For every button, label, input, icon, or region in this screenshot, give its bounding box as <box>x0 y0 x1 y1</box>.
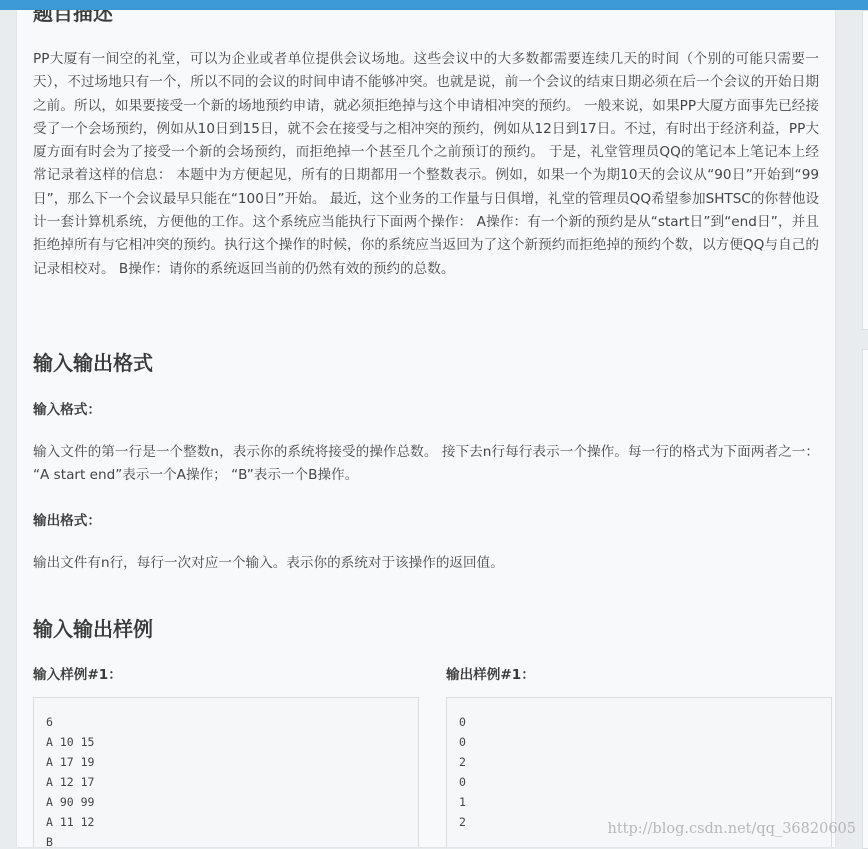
sample-output-label: 输出样例#1： <box>446 665 535 685</box>
problem-card <box>17 10 835 847</box>
input-format-label: 输入格式： <box>33 400 101 420</box>
io-format-heading: 输入输出格式 <box>33 350 153 376</box>
sample-output-code: 0 0 2 0 1 2 <box>459 712 819 832</box>
input-format-text: 输入文件的第一行是一个整数n，表示你的系统将接受的操作总数。 接下去n行每行表示一个操作。每一行的格式为下面两者之一： “A start end”表示一个A操作； “B”表示一个B操作。 <box>33 441 819 488</box>
problem-description-text: PP大厦有一间空的礼堂，可以为企业或者单位提供会议场地。这些会议中的大多数都需要连续几天的时间（个别的可能只需要一天），不过场地只有一个，所以不同的会议的时间申请不能够冲突。也就是说，前一个会议的结束日期必须在后一个会议的开始日期之前。所以，如果要接受一个新的场地预约申请，就必须拒绝掉与这个申请相冲突的预约。 一般来说，如果PP大厦方面事先已经接受了一个会场预约，例如从10日到15日，就不会在接受与之相冲突的预约，例如从12日到17日。不过，有时出于经济利益，PP大厦方面有时会为了接受一个新的会场预约，而拒绝掉一个甚至几个之前预订的预约。 于是，礼堂管理员QQ的笔记本上笔记本上经常记录着这样的信息： 本题中为方便起见，所有的日期都用一个整数表示。例如，如果一个为期10天的会议从“90日”开始到“99日”，那么下一个会议最早只能在“100日”开始。 最近，这个业务的工作量与日俱增，礼堂的管理员QQ希望参加SHTSC的你替他设计一套计算机系统，方便他的工作。这个系统应当能执行下面两个操作： A操作：有一个新的预约是从“start日”到“end日”，并且拒绝掉所有与它相冲突的预约。执行这个操作的时候，你的系统应当返回为了这个新预约而拒绝掉的预约个数，以方便QQ与自己的记录相校对。 B操作：请你的系统返回当前的仍然有效的预约的总数。 <box>33 48 819 281</box>
side-tab-upper[interactable] <box>862 10 868 330</box>
top-accent-bar <box>0 0 868 10</box>
samples-heading: 输入输出样例 <box>33 616 153 642</box>
sample-input-code: 6 A 10 15 A 17 19 A 12 17 A 90 99 A 11 12 B <box>46 712 406 847</box>
problem-description-heading: 题目描述 <box>33 10 113 26</box>
output-format-label: 输出格式： <box>33 511 101 531</box>
sample-input-label: 输入样例#1： <box>33 665 122 685</box>
output-format-text: 输出文件有n行，每行一次对应一个输入。表示你的系统对于该操作的返回值。 <box>33 552 819 575</box>
watermark-text: http://blog.csdn.net/qq_36820605 <box>607 821 856 837</box>
side-tab-lower[interactable] <box>862 349 868 849</box>
sample-input-box[interactable] <box>33 697 419 847</box>
